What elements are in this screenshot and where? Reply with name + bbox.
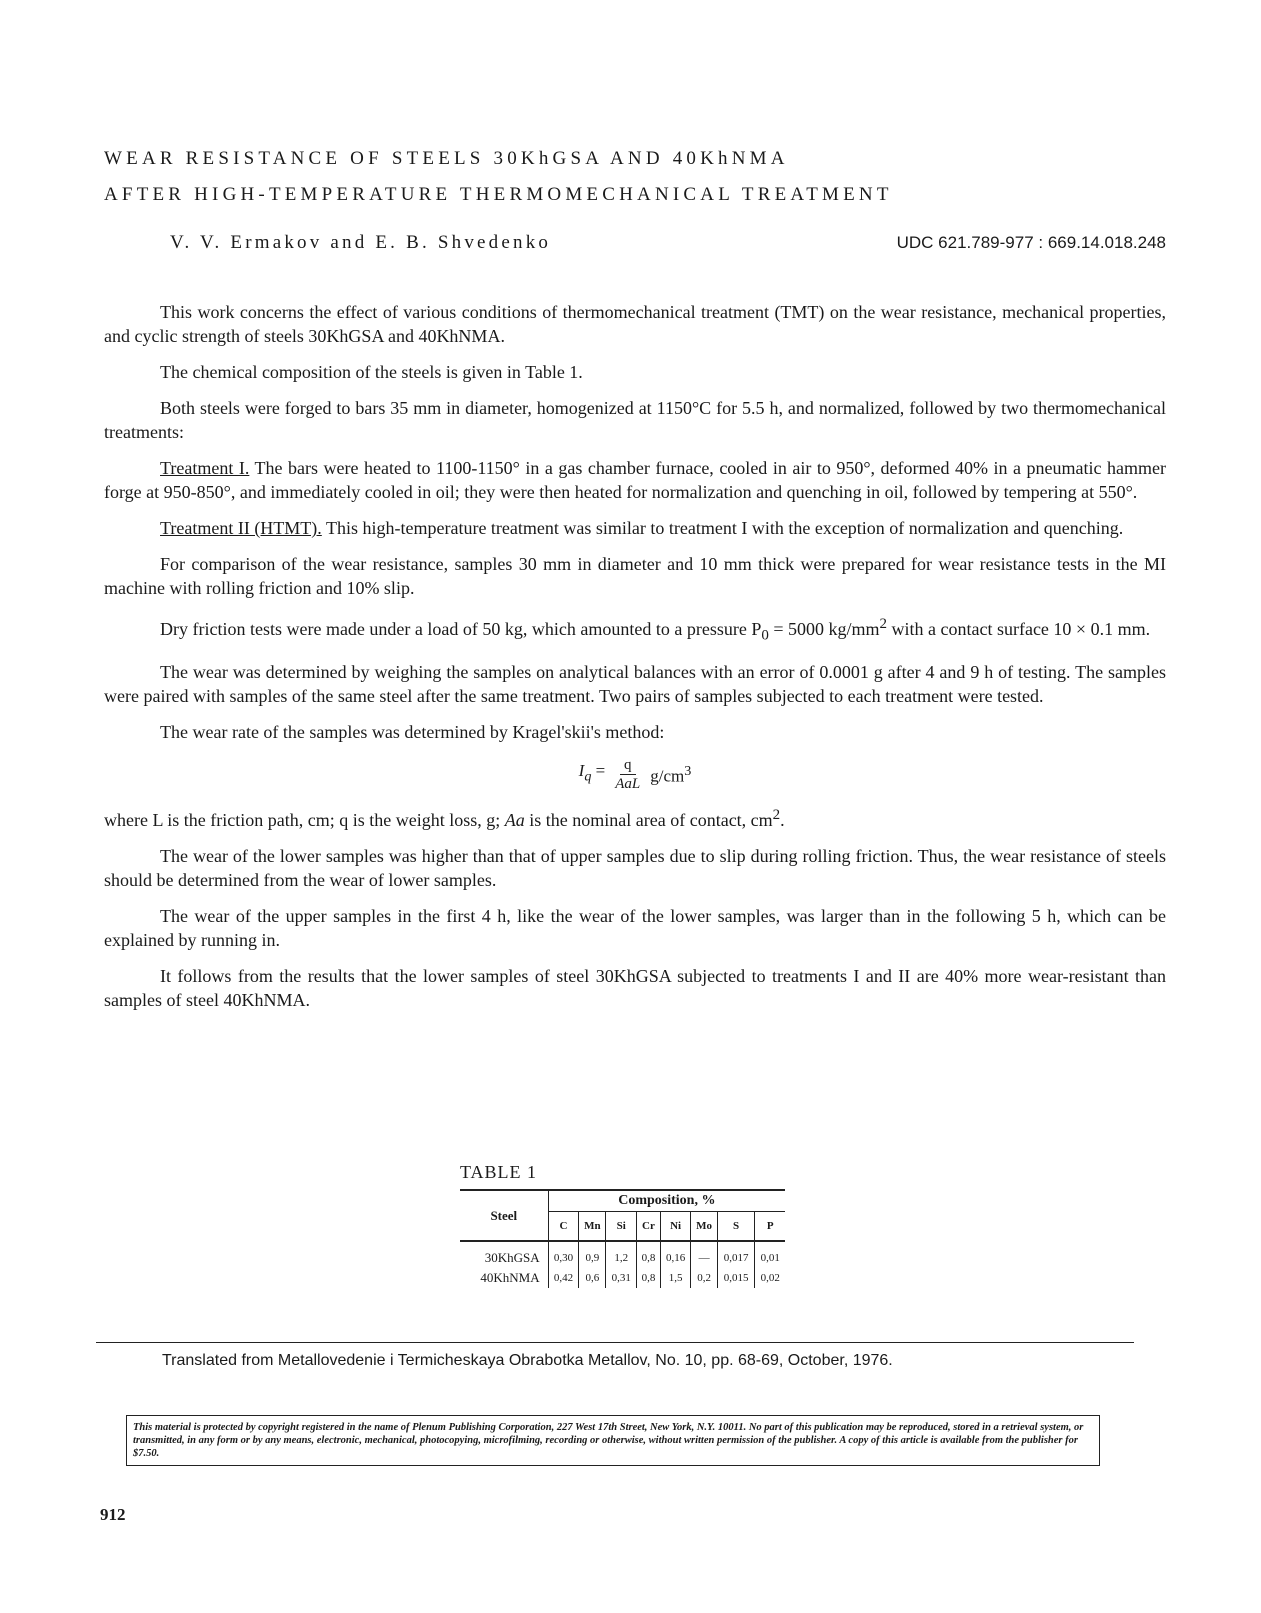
- formula-lhs: I: [578, 761, 585, 781]
- table-cell: 0,30: [548, 1241, 579, 1268]
- formula-equals: =: [591, 761, 606, 781]
- table-row: [460, 1268, 785, 1288]
- composition-table: [460, 1189, 785, 1288]
- paragraph: For comparison of the wear resistance, samples 30 mm in diameter and 10 mm thick were prepared for wear resistance tests in the MI machine with rolling friction and 10% slip.: [104, 554, 1166, 598]
- column-header: Mo: [691, 1212, 717, 1242]
- paragraph: The wear of the upper samples in the first 4 h, like the wear of the lower samples, was larger than in the following 5 h, which can be explained by running in.: [104, 905, 1166, 950]
- article-body: [104, 300, 1166, 1024]
- paragraph: It follows from the results that the lower samples of steel 30KhGSA subjected to treatments I and II are 40% more wear-resistant than samples of steel 40KhNMA.: [104, 965, 1166, 1010]
- article-title-line-2: AFTER HIGH-TEMPERATURE THERMOMECHANICAL TREATMENT: [104, 184, 893, 205]
- table-cell: 1,2: [606, 1241, 637, 1268]
- page-number: 912: [100, 1505, 126, 1524]
- column-header: Si: [606, 1212, 637, 1242]
- table-cell: 0,6: [579, 1268, 606, 1288]
- treatment-1-text: The bars were heated to 1100-1150° in a gas chamber furnace, cooled in air to 950°, deformed 40% in a pneumatic hammer forge at 950-850°, and immediately cooled in oil; they were then heated for normalization and quenching in oil, followed by tempering at 550°.: [104, 458, 1166, 502]
- paragraph: The wear was determined by weighing the samples on analytical balances with an error of 0.0001 g after 4 and 9 h of testing. The samples were paired with samples of the same steel after the same treatment. Two pairs of samples subjected to each treatment were tested.: [104, 661, 1166, 706]
- text-run: is the nominal area of contact, cm: [524, 809, 773, 830]
- table-cell: 0,01: [755, 1241, 785, 1268]
- formula-denominator: AaL: [615, 775, 641, 792]
- paragraph: The chemical composition of the steels is given in Table 1.: [160, 362, 583, 382]
- table-cell: 0,02: [755, 1268, 785, 1288]
- column-header: P: [755, 1212, 785, 1242]
- formula-units-sup: 3: [684, 763, 692, 780]
- paragraph: This work concerns the effect of various conditions of thermomechanical treatment (TMT) on the wear resistance, mechanical properties, and cyclic strength of steels 30KhGSA and 40KhNMA.: [104, 302, 1166, 346]
- paragraph: The wear of the lower samples was higher than that of upper samples due to slip during rolling friction. Thus, the wear resistance of steels should be determined from the wear of lower samples.: [104, 845, 1166, 890]
- steel-name: 40KhNMA: [480, 1270, 540, 1285]
- text-run: with a contact surface 10 × 0.1 mm.: [887, 619, 1151, 639]
- footnote-divider: [96, 1342, 1134, 1343]
- paragraph: [104, 516, 1166, 540]
- composition-header: Composition, %: [548, 1190, 785, 1212]
- text-run: where L is the friction path, cm; q is the weight loss, g;: [104, 809, 505, 830]
- treatment-1-label: Treatment I.: [160, 458, 250, 478]
- wear-rate-formula: [104, 756, 1166, 793]
- superscript: 2: [772, 806, 781, 823]
- superscript: 2: [879, 616, 887, 632]
- table-cell: 0,42: [548, 1268, 579, 1288]
- table-cell: —: [691, 1241, 717, 1268]
- udc-code: UDC 621.789-977 : 669.14.018.248: [896, 233, 1166, 252]
- paragraph: [104, 803, 1166, 832]
- formula-units: g/cm: [650, 766, 685, 786]
- steel-name: 30KhGSA: [484, 1250, 540, 1265]
- treatment-2-text: This high-temperature treatment was similar to treatment I with the exception of normalization and quenching.: [321, 518, 1124, 538]
- formula-fraction: [611, 756, 644, 793]
- subscript: 0: [761, 627, 769, 644]
- table-cell: 0,9: [579, 1241, 606, 1268]
- paragraph: The wear rate of the samples was determined by Kragel'skii's method:: [160, 721, 665, 742]
- treatment-2-label: Treatment II (HTMT).: [160, 518, 322, 538]
- column-header: Ni: [660, 1212, 691, 1242]
- text-run: .: [780, 809, 785, 830]
- article-title-line-1: WEAR RESISTANCE OF STEELS 30KhGSA AND 40KhNMA: [104, 148, 789, 169]
- formula-numerator: q: [620, 756, 636, 775]
- table-row: [460, 1241, 785, 1268]
- table-cell: 0,8: [637, 1268, 661, 1288]
- table-cell: 0,31: [606, 1268, 637, 1288]
- column-header: Cr: [637, 1212, 661, 1242]
- column-header: Mn: [579, 1212, 606, 1242]
- table-caption: TABLE 1: [460, 1162, 538, 1182]
- table-cell: 1,5: [660, 1268, 691, 1288]
- table-cell: 0,017: [717, 1241, 755, 1268]
- formula-lhs-sub: q: [584, 768, 592, 785]
- translation-footnote: Translated from Metallovedenie i Termicheskaya Obrabotka Metallov, No. 10, pp. 68-69, October, 1976.: [162, 1352, 893, 1369]
- column-header: S: [717, 1212, 755, 1242]
- steel-header: Steel: [460, 1190, 548, 1241]
- paragraph: [104, 456, 1166, 504]
- text-run: Dry friction tests were made under a load of 50 kg, which amounted to a pressure P: [160, 619, 762, 639]
- paragraph: [104, 612, 1166, 648]
- text-run: Aa: [504, 809, 525, 830]
- text-run: = 5000 kg/mm: [768, 619, 880, 639]
- paragraph: Both steels were forged to bars 35 mm in diameter, homogenized at 1150°C for 5.5 h, and normalized, followed by two thermomechanical treatments:: [104, 398, 1166, 442]
- table-1: [460, 1162, 785, 1288]
- table-cell: 0,2: [691, 1268, 717, 1288]
- table-cell: 0,015: [717, 1268, 755, 1288]
- table-cell: 0,8: [637, 1241, 661, 1268]
- copyright-notice: This material is protected by copyright registered in the name of Plenum Publishing Corporation, 227 West 17th Street, New York, N.Y. 10011. No part of this publication may be reproduced, stored in a retrieval system, or transmitted, in any form or by any means, electronic, mechanical, photocopying, microfilming, recording or otherwise, without written permission of the publisher. A copy of this article is available from the publisher for $7.50.: [126, 1415, 1100, 1466]
- table-cell: 0,16: [660, 1241, 691, 1268]
- authors: V. V. Ermakov and E. B. Shvedenko: [170, 232, 552, 253]
- column-header: C: [548, 1212, 579, 1242]
